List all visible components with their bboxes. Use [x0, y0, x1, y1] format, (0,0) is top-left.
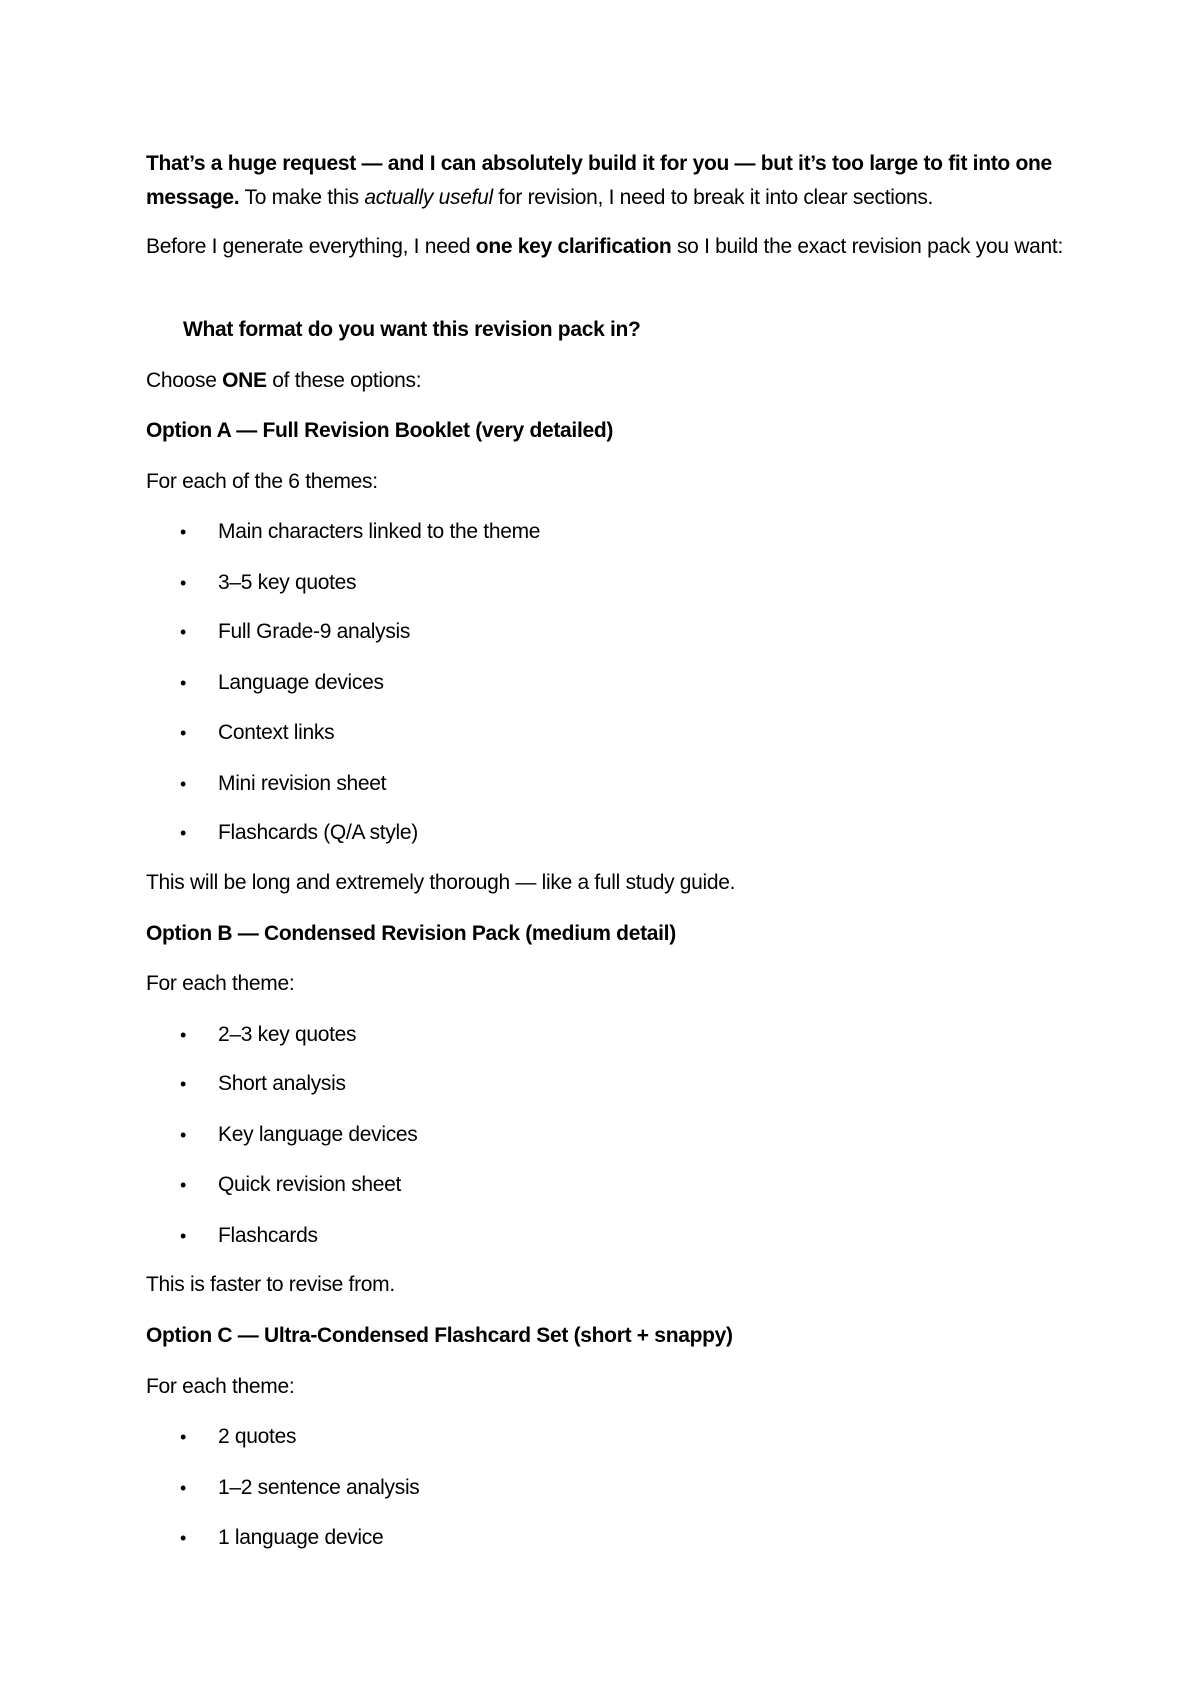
list-item-text: Key language devices — [218, 1123, 418, 1146]
list-item — [180, 1219, 318, 1253]
list-item-text: 1 language device — [218, 1526, 384, 1549]
bullet-icon: • — [180, 1025, 187, 1045]
list-item-text: 3–5 key quotes — [218, 571, 357, 594]
list-item — [180, 716, 334, 750]
list-item — [180, 566, 356, 600]
bullet-icon: • — [180, 723, 187, 743]
list-item — [180, 615, 410, 649]
intro-italic: actually useful — [364, 186, 493, 209]
bullet-icon: • — [180, 1427, 187, 1447]
list-item-text: 2 quotes — [218, 1425, 297, 1448]
intro-bold-lead: That’s a huge request — and I can absolutely build it for you — but it’s too large to fit into one message. — [146, 152, 1052, 209]
bullet-icon: • — [180, 573, 187, 593]
intro-text-after-italic: for revision, I need to break it into clear sections. — [492, 186, 934, 209]
option-c-intro: For each theme: — [146, 1375, 295, 1398]
bullet-icon: • — [180, 622, 187, 642]
bullet-icon: • — [180, 522, 187, 542]
option-b-intro: For each theme: — [146, 972, 295, 995]
list-item-text: Language devices — [218, 671, 384, 694]
choose-line — [146, 364, 1066, 398]
option-b-summary: This is faster to revise from. — [146, 1273, 395, 1296]
bullet-icon: • — [180, 1175, 187, 1195]
intro-paragraph — [146, 147, 1066, 215]
list-item — [180, 666, 384, 700]
bullet-icon: • — [180, 1125, 187, 1145]
list-item-text: Full Grade-9 analysis — [218, 620, 411, 643]
list-item-text: Flashcards (Q/A style) — [218, 821, 418, 844]
list-item — [180, 1420, 296, 1454]
option-a-summary: This will be long and extremely thorough — like a full study guide. — [146, 871, 736, 894]
bullet-icon: • — [180, 823, 187, 843]
list-item-text: Quick revision sheet — [218, 1173, 402, 1196]
list-item — [180, 1118, 417, 1152]
intro-text-before-italic: To make this — [239, 186, 365, 209]
list-item — [180, 1168, 401, 1202]
list-item — [180, 767, 386, 801]
bullet-icon: • — [180, 774, 187, 794]
list-item-text: Short analysis — [218, 1072, 346, 1095]
list-item-text: 1–2 sentence analysis — [218, 1476, 420, 1499]
list-item-text: Context links — [218, 721, 335, 744]
list-item — [180, 816, 418, 850]
list-item-text: Flashcards — [218, 1224, 318, 1247]
option-a-heading: Option A — Full Revision Booklet (very detailed) — [146, 419, 614, 442]
option-c-heading: Option C — Ultra-Condensed Flashcard Set (short + snappy) — [146, 1324, 733, 1347]
list-item — [180, 515, 540, 549]
question-heading: What format do you want this revision pack in? — [183, 318, 641, 341]
choose-after: of these options: — [266, 369, 422, 392]
list-item-text: Main characters linked to the theme — [218, 520, 541, 543]
clarify-before: Before I generate everything, I need — [146, 235, 476, 258]
list-item — [180, 1018, 356, 1052]
list-item-text: Mini revision sheet — [218, 772, 387, 795]
choose-before: Choose — [146, 369, 223, 392]
option-a-intro: For each of the 6 themes: — [146, 470, 378, 493]
clarify-paragraph — [146, 230, 1066, 264]
list-item-text: 2–3 key quotes — [218, 1023, 357, 1046]
list-item — [180, 1067, 346, 1101]
bullet-icon: • — [180, 673, 187, 693]
bullet-icon: • — [180, 1478, 187, 1498]
bullet-icon: • — [180, 1074, 187, 1094]
clarify-after: so I build the exact revision pack you want: — [671, 235, 1063, 258]
list-item — [180, 1521, 383, 1555]
bullet-icon: • — [180, 1528, 187, 1548]
list-item — [180, 1471, 420, 1505]
choose-bold: ONE — [222, 369, 267, 392]
clarify-bold: one key clarification — [475, 235, 672, 258]
bullet-icon: • — [180, 1226, 187, 1246]
option-b-heading: Option B — Condensed Revision Pack (medium detail) — [146, 922, 676, 945]
